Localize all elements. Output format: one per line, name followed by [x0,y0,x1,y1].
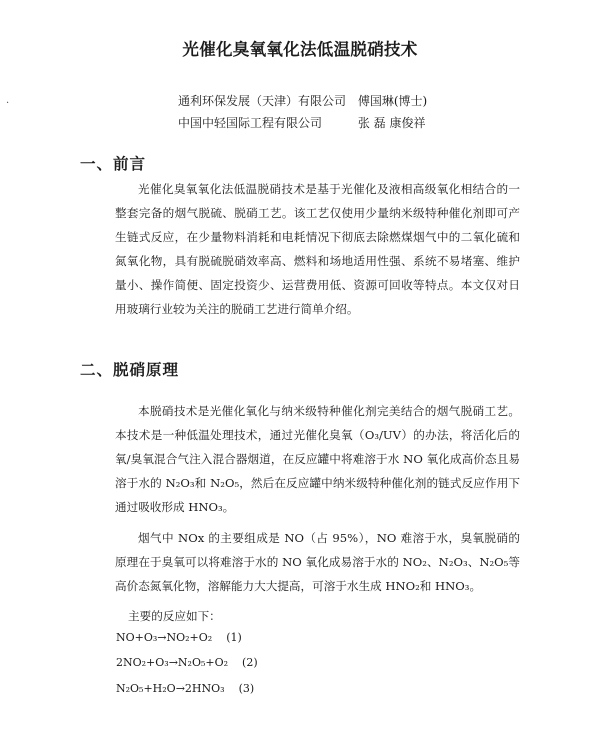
paragraph: 烟气中 NOx 的主要组成是 NO（占 95%），NO 难溶于水，臭氧脱硝的原理在于臭氧可以将难溶于水的 NO 氧化成易溶于水的 NO₂、N₂O₃、N₂O₅等高价态氮氧化物，溶解能力大大提高，可溶于水生成 HNO₂和 HNO₃。 [115,531,520,593]
author-row [178,114,425,131]
author-org: 中国中轻国际工程有限公司 [178,116,323,130]
equation-formula: 2NO₂+O₃→N₂O₅+O₂ [116,656,229,669]
equation-formula: N₂O₅+H₂O→2HNO₃ [116,682,225,695]
equation-formula: NO+O₃→NO₂+O₂ [116,631,213,644]
equation-number: (3) [238,682,255,695]
section-heading: 一、前言 [80,155,147,173]
equation [116,631,242,644]
equation [116,656,258,669]
author-names: 张 磊 康俊祥 [357,116,426,130]
paragraph: 本脱硝技术是光催化氧化与纳米级特种催化剂完美结合的烟气脱硝工艺。本技术是一种低温处理技术，通过光催化臭氧（O₃/UV）的办法，将活化后的氧/臭氧混合气注入混合器烟道，在反应罐中将难溶于水 NO 氧化成高价态且易溶于水的 N₂O₃和 N₂O₅，然后在反应罐中纳米级特种催化剂的链式反应作用下通过吸收形成 HNO₃。 [115,404,520,514]
reactions-label: 主要的反应如下： [128,609,221,623]
page-title: 光催化臭氧氧化法低温脱硝技术 [182,40,418,59]
equation-number: (2) [242,656,258,669]
author-row [178,92,427,109]
equation [116,682,254,695]
author-names: 傅国琳(博士) [357,94,428,108]
author-org: 通利环保发展（天津）有限公司 [178,94,347,108]
section-heading: 二、脱硝原理 [80,361,180,379]
scan-speck: · [6,98,10,109]
equation-number: (1) [226,631,242,644]
paragraph: 光催化臭氧氧化法低温脱硝技术是基于光催化及液相高级氧化相结合的一整套完备的烟气脱硫、脱硝工艺。该工艺仅使用少量纳米级特种催化剂即可产生链式反应，在少量物料消耗和电耗情况下彻底去除燃煤烟气中的二氧化硫和氮氧化物，具有脱硫脱硝效率高、燃料和场地适用性强、系统不易堵塞、维护量小、操作简便、固定投资少、运营费用低、资源可回收等特点。本文仅对日用玻璃行业较为关注的脱硝工艺进行简单介绍。 [115,182,520,316]
